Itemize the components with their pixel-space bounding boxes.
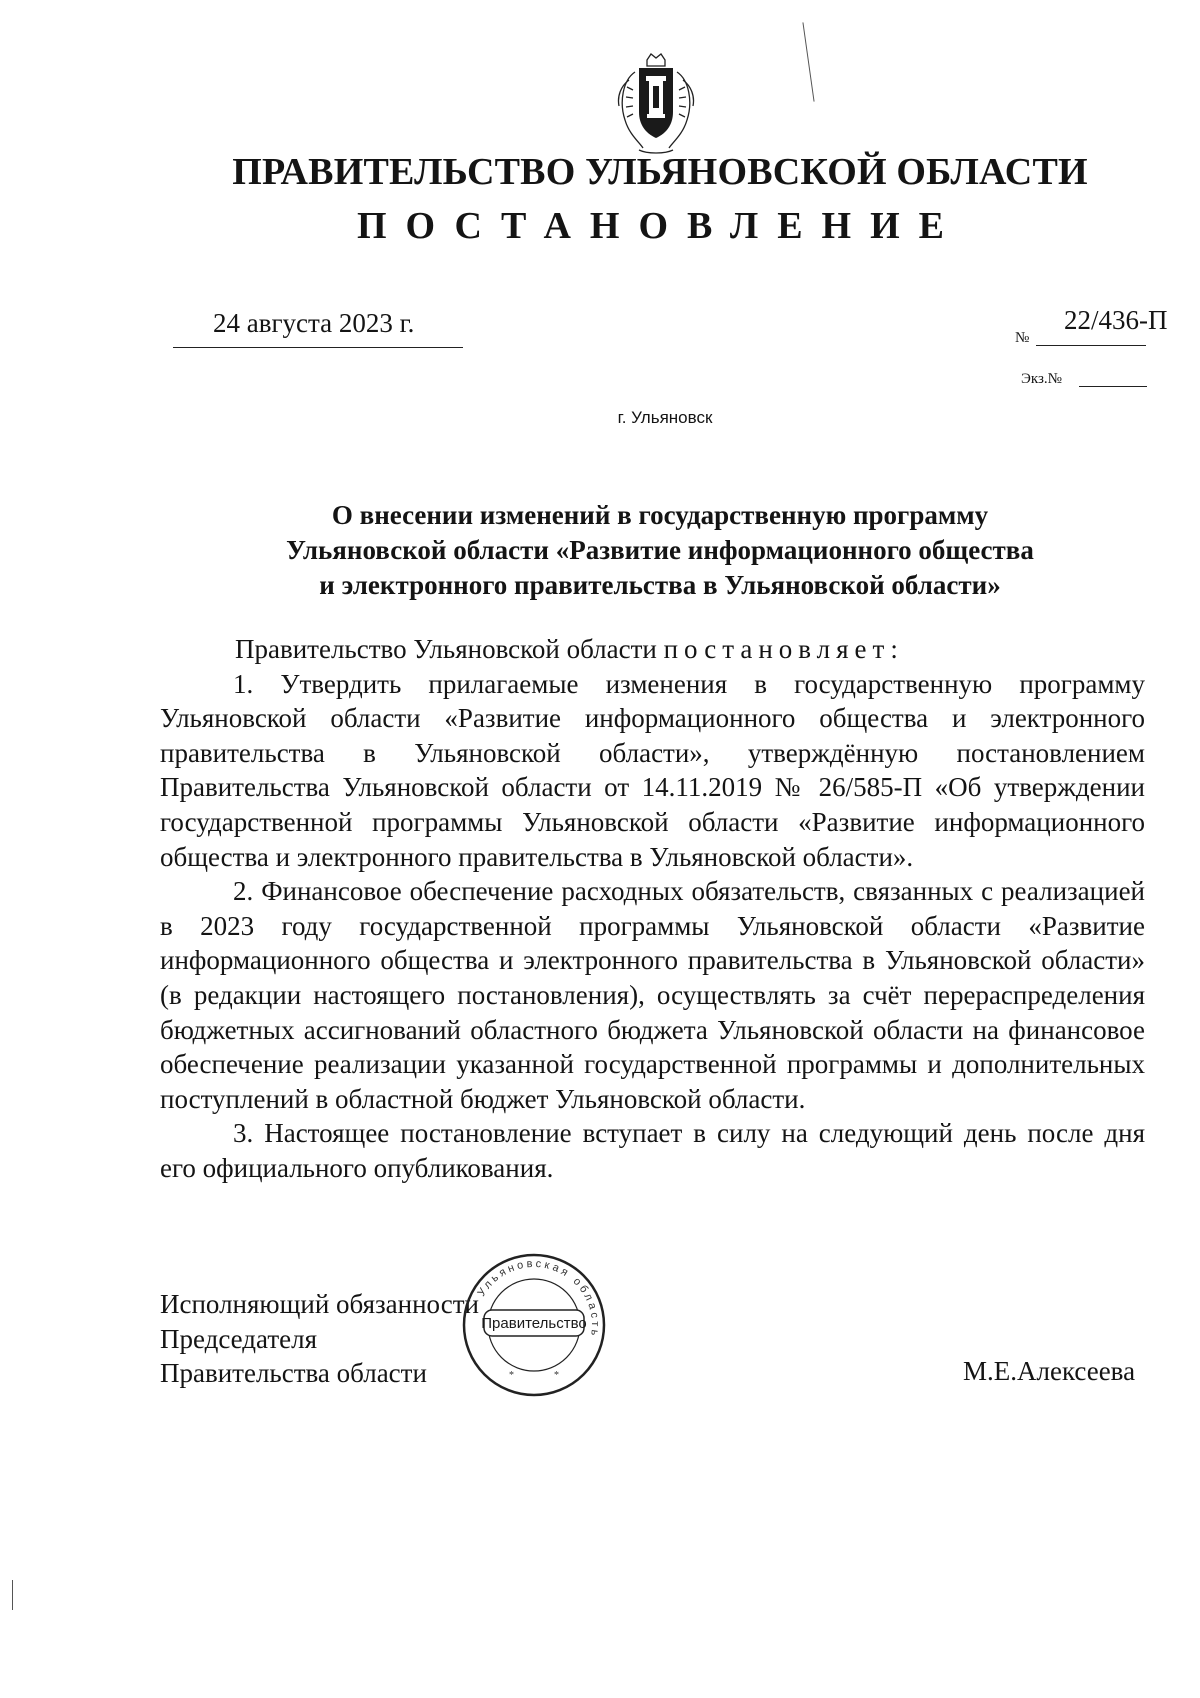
position-line: Председателя [160,1323,318,1354]
document-subject [190,498,1130,603]
intro-verb: постановляет: [663,634,904,664]
subject-line: и электронного правительства в Ульяновской области» [319,570,1001,600]
seal-center-text: Правительство [481,1315,587,1332]
subject-line: Ульяновской области «Развитие информационного общества [286,535,1034,565]
number-underline [1036,345,1146,346]
document-type-title: ПОСТАНОВЛЕНИЕ [356,205,964,247]
subject-line: О внесении изменений в государственную программу [331,500,989,530]
seal-ring-text: Ульяновская область [475,1257,602,1340]
document-city: г. Ульяновск [617,408,713,427]
scan-mark [12,1580,13,1610]
svg-text:*: * [554,1370,559,1381]
signatory-position [160,1287,479,1391]
government-title: ПРАВИТЕЛЬСТВО УЛЬЯНОВСКОЙ ОБЛАСТИ [232,151,1088,193]
svg-text:*: * [509,1370,514,1381]
signatory-name: М.Е.Алексеева [963,1356,1136,1386]
position-line: Исполняющий обязанности [160,1289,479,1319]
document-body [160,632,1145,1186]
document-date: 24 августа 2023 г. [213,308,415,338]
document-number: 22/436-П [1064,305,1168,335]
intro-paragraph [160,632,1145,667]
position-line: Правительства области [160,1358,427,1388]
date-underline [173,347,463,348]
paragraph-2: 2. Финансовое обеспечение расходных обязательств, связанных с реализацией в 2023 году государственной программы Ульяновской области «Развитие информационного общества и электронного правительства в Ульяновской области» (в редакции настоящего постановления), осуществлять за счёт перераспределения бюджетных ассигнований областного бюджета Ульяновской области на финансовое обеспечение реализации указанной государственной программы и дополнительных поступлений в областной бюджет Ульяновской области. [160,876,1145,1114]
coat-of-arms-emblem [613,50,699,162]
scan-mark [802,22,814,101]
paragraph-3: 3. Настоящее постановление вступает в силу на следующий день после дня его официального опубликования. [160,1118,1145,1183]
copy-number-label: Экз.№ [1021,371,1062,387]
copy-number-underline [1079,386,1147,387]
number-label: № [1015,330,1030,346]
paragraph-1: 1. Утвердить прилагаемые изменения в государственную программу Ульяновской области «Развитие информационного общества и электронного правительства в Ульяновской области», утверждённую постановлением Правительства Ульяновской области от 14.11.2019 № 26/585-П «Об утверждении государственной программы Ульяновской области «Развитие информационного общества и электронного правительства в Ульяновской области». [160,668,1145,872]
intro-prefix: Правительство Ульяновской области [235,634,657,664]
official-seal [459,1250,609,1400]
